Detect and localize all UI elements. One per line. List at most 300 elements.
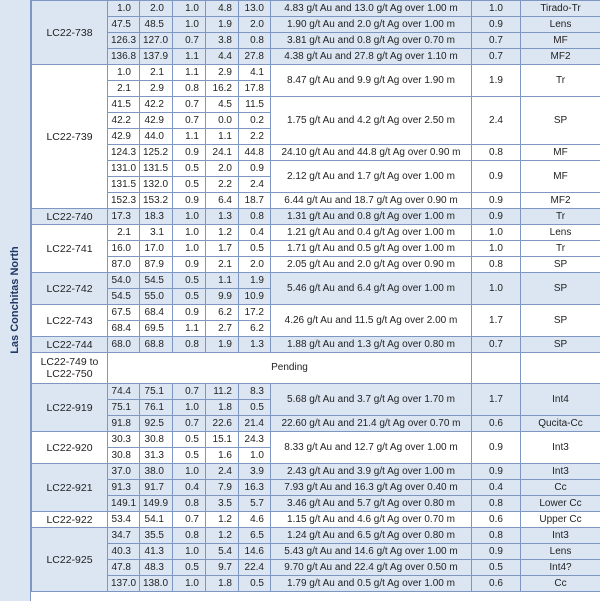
table-row: [32, 241, 600, 257]
composite-result-cell: 8.33 g/t Au and 12.7 g/t Ag over 1.00 m: [271, 432, 472, 464]
from-cell: 74.4: [108, 384, 140, 400]
to-cell: 91.7: [140, 480, 173, 496]
vein-cell: MF2: [521, 49, 600, 65]
composite-result-cell: 3.81 g/t Au and 0.8 g/t Ag over 0.70 m: [271, 33, 472, 49]
true-width-cell: 0.4: [472, 480, 521, 496]
width-cell: 0.5: [173, 448, 206, 464]
width-cell: 0.7: [173, 416, 206, 432]
ag-cell: 6.5: [239, 528, 271, 544]
width-cell: 0.9: [173, 145, 206, 161]
composite-result-cell: 4.38 g/t Au and 27.8 g/t Ag over 1.10 m: [271, 49, 472, 65]
to-cell: 68.8: [140, 337, 173, 353]
composite-result-cell: 8.47 g/t Au and 9.9 g/t Ag over 1.90 m: [271, 65, 472, 97]
from-cell: 131.0: [108, 161, 140, 177]
au-cell: 3.8: [206, 33, 239, 49]
hole-id-cell: LC22-922: [32, 512, 108, 528]
to-cell: 38.0: [140, 464, 173, 480]
to-cell: 55.0: [140, 289, 173, 305]
ag-cell: 17.2: [239, 305, 271, 321]
hole-id-cell: LC22-741: [32, 225, 108, 273]
from-cell: 2.1: [108, 81, 140, 97]
from-cell: 17.3: [108, 209, 140, 225]
width-cell: 0.5: [173, 161, 206, 177]
ag-cell: 21.4: [239, 416, 271, 432]
width-cell: 0.5: [173, 560, 206, 576]
ag-cell: 0.5: [239, 241, 271, 257]
width-cell: 1.1: [173, 49, 206, 65]
vein-cell: Int3: [521, 528, 600, 544]
width-cell: 1.0: [173, 544, 206, 560]
width-cell: 0.8: [173, 528, 206, 544]
from-cell: 37.0: [108, 464, 140, 480]
au-cell: 5.4: [206, 544, 239, 560]
composite-result-cell: 7.93 g/t Au and 16.3 g/t Ag over 0.40 m: [271, 480, 472, 496]
composite-result-cell: 1.79 g/t Au and 0.5 g/t Ag over 1.00 m: [271, 576, 472, 592]
from-cell: 54.5: [108, 289, 140, 305]
from-cell: 152.3: [108, 193, 140, 209]
au-cell: 1.8: [206, 400, 239, 416]
ag-cell: 17.8: [239, 81, 271, 97]
width-cell: 1.0: [173, 225, 206, 241]
from-cell: 30.8: [108, 448, 140, 464]
true-width-cell: 0.7: [472, 337, 521, 353]
au-cell: 1.6: [206, 448, 239, 464]
ag-cell: 4.1: [239, 65, 271, 81]
au-cell: 2.0: [206, 161, 239, 177]
table-row: [32, 480, 600, 496]
hole-id-cell: LC22-742: [32, 273, 108, 305]
au-cell: 4.8: [206, 1, 239, 17]
vein-cell: SP: [521, 337, 600, 353]
composite-result-cell: 5.43 g/t Au and 14.6 g/t Ag over 1.00 m: [271, 544, 472, 560]
ag-cell: 13.0: [239, 1, 271, 17]
hole-id-cell: LC22-738: [32, 1, 108, 65]
ag-cell: 1.9: [239, 273, 271, 289]
composite-result-cell: 1.15 g/t Au and 4.6 g/t Ag over 0.70 m: [271, 512, 472, 528]
ag-cell: 5.7: [239, 496, 271, 512]
vein-cell: MF: [521, 145, 600, 161]
width-cell: 0.9: [173, 257, 206, 273]
au-cell: 1.2: [206, 528, 239, 544]
section-label: Las Conchitas North: [9, 246, 21, 354]
hole-id-cell: LC22-920: [32, 432, 108, 464]
from-cell: 68.4: [108, 321, 140, 337]
width-cell: 0.8: [173, 337, 206, 353]
true-width-cell: 0.8: [472, 257, 521, 273]
width-cell: 0.7: [173, 512, 206, 528]
vein-cell: Upper Cc: [521, 512, 600, 528]
true-width-cell: 0.6: [472, 512, 521, 528]
au-cell: 1.8: [206, 576, 239, 592]
composite-result-cell: 2.12 g/t Au and 1.7 g/t Ag over 1.00 m: [271, 161, 472, 193]
width-cell: 1.0: [173, 464, 206, 480]
composite-result-cell: 24.10 g/t Au and 44.8 g/t Ag over 0.90 m: [271, 145, 472, 161]
vein-cell: Tr: [521, 65, 600, 97]
ag-cell: 1.0: [239, 448, 271, 464]
composite-result-cell: 5.46 g/t Au and 6.4 g/t Ag over 1.00 m: [271, 273, 472, 305]
to-cell: 48.3: [140, 560, 173, 576]
width-cell: 1.1: [173, 321, 206, 337]
from-cell: 67.5: [108, 305, 140, 321]
to-cell: 17.0: [140, 241, 173, 257]
au-cell: 9.9: [206, 289, 239, 305]
from-cell: 68.0: [108, 337, 140, 353]
composite-result-cell: 4.26 g/t Au and 11.5 g/t Ag over 2.00 m: [271, 305, 472, 337]
composite-result-cell: 2.43 g/t Au and 3.9 g/t Ag over 1.00 m: [271, 464, 472, 480]
width-cell: 1.0: [173, 1, 206, 17]
to-cell: 2.0: [140, 1, 173, 17]
from-cell: 47.8: [108, 560, 140, 576]
true-width-cell: 1.0: [472, 1, 521, 17]
width-cell: 0.7: [173, 384, 206, 400]
to-cell: 3.1: [140, 225, 173, 241]
au-cell: 15.1: [206, 432, 239, 448]
to-cell: 30.8: [140, 432, 173, 448]
composite-result-cell: 2.05 g/t Au and 2.0 g/t Ag over 0.90 m: [271, 257, 472, 273]
ag-cell: 44.8: [239, 145, 271, 161]
from-cell: 54.0: [108, 273, 140, 289]
to-cell: 18.3: [140, 209, 173, 225]
to-cell: 153.2: [140, 193, 173, 209]
to-cell: 76.1: [140, 400, 173, 416]
from-cell: 75.1: [108, 400, 140, 416]
vein-cell: Int3: [521, 432, 600, 464]
to-cell: 132.0: [140, 177, 173, 193]
to-cell: 41.3: [140, 544, 173, 560]
vein-cell: Cc: [521, 576, 600, 592]
true-width-cell: 0.9: [472, 17, 521, 33]
ag-cell: 0.2: [239, 113, 271, 129]
table-row: [32, 496, 600, 512]
vein-cell: Cc: [521, 480, 600, 496]
to-cell: 35.5: [140, 528, 173, 544]
ag-cell: 0.4: [239, 225, 271, 241]
au-cell: 0.0: [206, 113, 239, 129]
ag-cell: 24.3: [239, 432, 271, 448]
ag-cell: 3.9: [239, 464, 271, 480]
width-cell: 0.8: [173, 81, 206, 97]
ag-cell: 2.0: [239, 257, 271, 273]
from-cell: 42.2: [108, 113, 140, 129]
table-row: [32, 576, 600, 592]
to-cell: 69.5: [140, 321, 173, 337]
true-width-cell: 0.9: [472, 464, 521, 480]
table-row: [32, 33, 600, 49]
to-cell: 31.3: [140, 448, 173, 464]
from-cell: 149.1: [108, 496, 140, 512]
au-cell: 1.3: [206, 209, 239, 225]
from-cell: 137.0: [108, 576, 140, 592]
to-cell: 44.0: [140, 129, 173, 145]
vein-cell: Lens: [521, 17, 600, 33]
width-cell: 0.9: [173, 193, 206, 209]
composite-result-cell: 22.60 g/t Au and 21.4 g/t Ag over 0.70 m: [271, 416, 472, 432]
au-cell: 1.9: [206, 337, 239, 353]
to-cell: 131.5: [140, 161, 173, 177]
to-cell: 48.5: [140, 17, 173, 33]
to-cell: 92.5: [140, 416, 173, 432]
width-cell: 1.0: [173, 209, 206, 225]
true-width-cell: 0.9: [472, 161, 521, 193]
vein-cell: Int3: [521, 464, 600, 480]
vein-cell: SP: [521, 305, 600, 337]
ag-cell: 0.8: [239, 209, 271, 225]
hole-id-cell: LC22-925: [32, 528, 108, 592]
from-cell: 91.3: [108, 480, 140, 496]
vein-cell: Lower Cc: [521, 496, 600, 512]
from-cell: 16.0: [108, 241, 140, 257]
width-cell: 1.0: [173, 17, 206, 33]
composite-result-cell: 1.31 g/t Au and 0.8 g/t Ag over 1.00 m: [271, 209, 472, 225]
ag-cell: 14.6: [239, 544, 271, 560]
true-width-cell: 0.9: [472, 193, 521, 209]
table-row: [32, 384, 600, 400]
drill-results-table: [31, 0, 600, 592]
table-row: [32, 1, 600, 17]
ag-cell: 10.9: [239, 289, 271, 305]
hole-id-cell: LC22-749 to LC22-750: [32, 353, 108, 384]
table-row: [32, 512, 600, 528]
table-row: [32, 416, 600, 432]
au-cell: 1.1: [206, 129, 239, 145]
au-cell: 2.7: [206, 321, 239, 337]
true-width-cell: 0.9: [472, 432, 521, 464]
table-row: [32, 464, 600, 480]
width-cell: 1.0: [173, 400, 206, 416]
from-cell: 1.0: [108, 1, 140, 17]
vein-cell: Int4?: [521, 560, 600, 576]
from-cell: 2.1: [108, 225, 140, 241]
to-cell: 68.4: [140, 305, 173, 321]
ag-cell: 0.5: [239, 576, 271, 592]
au-cell: 1.2: [206, 225, 239, 241]
width-cell: 0.9: [173, 305, 206, 321]
table-row: [32, 353, 600, 384]
to-cell: 149.9: [140, 496, 173, 512]
to-cell: 42.2: [140, 97, 173, 113]
true-width-cell: [472, 353, 521, 384]
from-cell: 41.5: [108, 97, 140, 113]
section-label-cell: [0, 0, 31, 601]
from-cell: 91.8: [108, 416, 140, 432]
table-row: [32, 225, 600, 241]
ag-cell: 27.8: [239, 49, 271, 65]
composite-result-cell: 1.21 g/t Au and 0.4 g/t Ag over 1.00 m: [271, 225, 472, 241]
au-cell: 1.7: [206, 241, 239, 257]
width-cell: 1.0: [173, 241, 206, 257]
vein-cell: Lens: [521, 544, 600, 560]
ag-cell: 0.5: [239, 400, 271, 416]
vein-cell: MF2: [521, 193, 600, 209]
table-row: [32, 17, 600, 33]
vein-cell: Qucita-Cc: [521, 416, 600, 432]
to-cell: 2.9: [140, 81, 173, 97]
true-width-cell: 0.5: [472, 560, 521, 576]
au-cell: 9.7: [206, 560, 239, 576]
composite-result-cell: 1.88 g/t Au and 1.3 g/t Ag over 0.80 m: [271, 337, 472, 353]
table-row: [32, 432, 600, 448]
ag-cell: 1.3: [239, 337, 271, 353]
vein-cell: Int4: [521, 384, 600, 416]
composite-result-cell: 1.90 g/t Au and 2.0 g/t Ag over 1.00 m: [271, 17, 472, 33]
au-cell: 7.9: [206, 480, 239, 496]
composite-result-cell: 1.71 g/t Au and 0.5 g/t Ag over 1.00 m: [271, 241, 472, 257]
au-cell: 1.2: [206, 512, 239, 528]
from-cell: 131.5: [108, 177, 140, 193]
au-cell: 22.6: [206, 416, 239, 432]
table-row: [32, 305, 600, 321]
hole-id-cell: LC22-739: [32, 65, 108, 209]
vein-cell: Tirado-Tr: [521, 1, 600, 17]
true-width-cell: 0.7: [472, 49, 521, 65]
width-cell: 0.5: [173, 289, 206, 305]
ag-cell: 4.6: [239, 512, 271, 528]
composite-result-cell: 1.75 g/t Au and 4.2 g/t Ag over 2.50 m: [271, 97, 472, 145]
composite-result-cell: 4.83 g/t Au and 13.0 g/t Ag over 1.00 m: [271, 1, 472, 17]
ag-cell: 6.2: [239, 321, 271, 337]
au-cell: 4.5: [206, 97, 239, 113]
width-cell: 0.7: [173, 113, 206, 129]
width-cell: 1.0: [173, 576, 206, 592]
table-row: [32, 560, 600, 576]
table-row: [32, 257, 600, 273]
vein-cell: Tr: [521, 241, 600, 257]
ag-cell: 2.2: [239, 129, 271, 145]
ag-cell: 0.8: [239, 33, 271, 49]
true-width-cell: 0.6: [472, 576, 521, 592]
au-cell: 24.1: [206, 145, 239, 161]
table-row: [32, 273, 600, 289]
from-cell: 34.7: [108, 528, 140, 544]
au-cell: 4.4: [206, 49, 239, 65]
composite-result-cell: 5.68 g/t Au and 3.7 g/t Ag over 1.70 m: [271, 384, 472, 416]
au-cell: 3.5: [206, 496, 239, 512]
width-cell: 0.8: [173, 496, 206, 512]
width-cell: 0.7: [173, 97, 206, 113]
width-cell: 0.5: [173, 273, 206, 289]
true-width-cell: 2.4: [472, 97, 521, 145]
au-cell: 2.9: [206, 65, 239, 81]
table-row: [32, 528, 600, 544]
hole-id-cell: LC22-744: [32, 337, 108, 353]
au-cell: 2.2: [206, 177, 239, 193]
ag-cell: 8.3: [239, 384, 271, 400]
to-cell: 125.2: [140, 145, 173, 161]
au-cell: 16.2: [206, 81, 239, 97]
width-cell: 0.5: [173, 177, 206, 193]
true-width-cell: 0.9: [472, 209, 521, 225]
true-width-cell: 0.7: [472, 33, 521, 49]
au-cell: 2.4: [206, 464, 239, 480]
to-cell: 42.9: [140, 113, 173, 129]
ag-cell: 16.3: [239, 480, 271, 496]
ag-cell: 2.0: [239, 17, 271, 33]
vein-cell: SP: [521, 273, 600, 305]
from-cell: 40.3: [108, 544, 140, 560]
table-row: [32, 65, 600, 81]
composite-result-cell: 6.44 g/t Au and 18.7 g/t Ag over 0.90 m: [271, 193, 472, 209]
ag-cell: 18.7: [239, 193, 271, 209]
from-cell: 124.3: [108, 145, 140, 161]
width-cell: 0.4: [173, 480, 206, 496]
to-cell: 75.1: [140, 384, 173, 400]
composite-result-cell: 1.24 g/t Au and 6.5 g/t Ag over 0.80 m: [271, 528, 472, 544]
from-cell: 47.5: [108, 17, 140, 33]
table-row: [32, 49, 600, 65]
table-row: [32, 337, 600, 353]
from-cell: 42.9: [108, 129, 140, 145]
hole-id-cell: LC22-743: [32, 305, 108, 337]
table-row: [32, 209, 600, 225]
table-body: [32, 1, 600, 592]
width-cell: 1.1: [173, 129, 206, 145]
au-cell: 6.4: [206, 193, 239, 209]
table-row: [32, 97, 600, 113]
au-cell: 11.2: [206, 384, 239, 400]
table-row: [32, 544, 600, 560]
from-cell: 1.0: [108, 65, 140, 81]
from-cell: 30.3: [108, 432, 140, 448]
to-cell: 54.5: [140, 273, 173, 289]
pending-cell: Pending: [108, 353, 472, 384]
hole-id-cell: LC22-921: [32, 464, 108, 512]
hole-id-cell: LC22-740: [32, 209, 108, 225]
to-cell: 138.0: [140, 576, 173, 592]
au-cell: 1.9: [206, 17, 239, 33]
from-cell: 136.8: [108, 49, 140, 65]
table-row: [32, 193, 600, 209]
true-width-cell: 1.0: [472, 273, 521, 305]
to-cell: 54.1: [140, 512, 173, 528]
from-cell: 126.3: [108, 33, 140, 49]
true-width-cell: 0.8: [472, 145, 521, 161]
true-width-cell: 0.8: [472, 528, 521, 544]
true-width-cell: 0.6: [472, 416, 521, 432]
vein-cell: Tr: [521, 209, 600, 225]
hole-id-cell: LC22-919: [32, 384, 108, 432]
vein-cell: SP: [521, 97, 600, 145]
au-cell: 1.1: [206, 273, 239, 289]
true-width-cell: 1.0: [472, 241, 521, 257]
to-cell: 137.9: [140, 49, 173, 65]
to-cell: 127.0: [140, 33, 173, 49]
ag-cell: 0.9: [239, 161, 271, 177]
to-cell: 87.9: [140, 257, 173, 273]
vein-cell: [521, 353, 600, 384]
ag-cell: 11.5: [239, 97, 271, 113]
to-cell: 2.1: [140, 65, 173, 81]
true-width-cell: 0.8: [472, 496, 521, 512]
true-width-cell: 1.7: [472, 305, 521, 337]
width-cell: 1.1: [173, 65, 206, 81]
true-width-cell: 1.9: [472, 65, 521, 97]
ag-cell: 2.4: [239, 177, 271, 193]
true-width-cell: 1.0: [472, 225, 521, 241]
table-row: [32, 161, 600, 177]
ag-cell: 22.4: [239, 560, 271, 576]
au-cell: 6.2: [206, 305, 239, 321]
vein-cell: MF: [521, 161, 600, 193]
true-width-cell: 1.7: [472, 384, 521, 416]
au-cell: 2.1: [206, 257, 239, 273]
width-cell: 0.7: [173, 33, 206, 49]
table-row: [32, 145, 600, 161]
width-cell: 0.5: [173, 432, 206, 448]
composite-result-cell: 3.46 g/t Au and 5.7 g/t Ag over 0.80 m: [271, 496, 472, 512]
vein-cell: SP: [521, 257, 600, 273]
vein-cell: MF: [521, 33, 600, 49]
true-width-cell: 0.9: [472, 544, 521, 560]
